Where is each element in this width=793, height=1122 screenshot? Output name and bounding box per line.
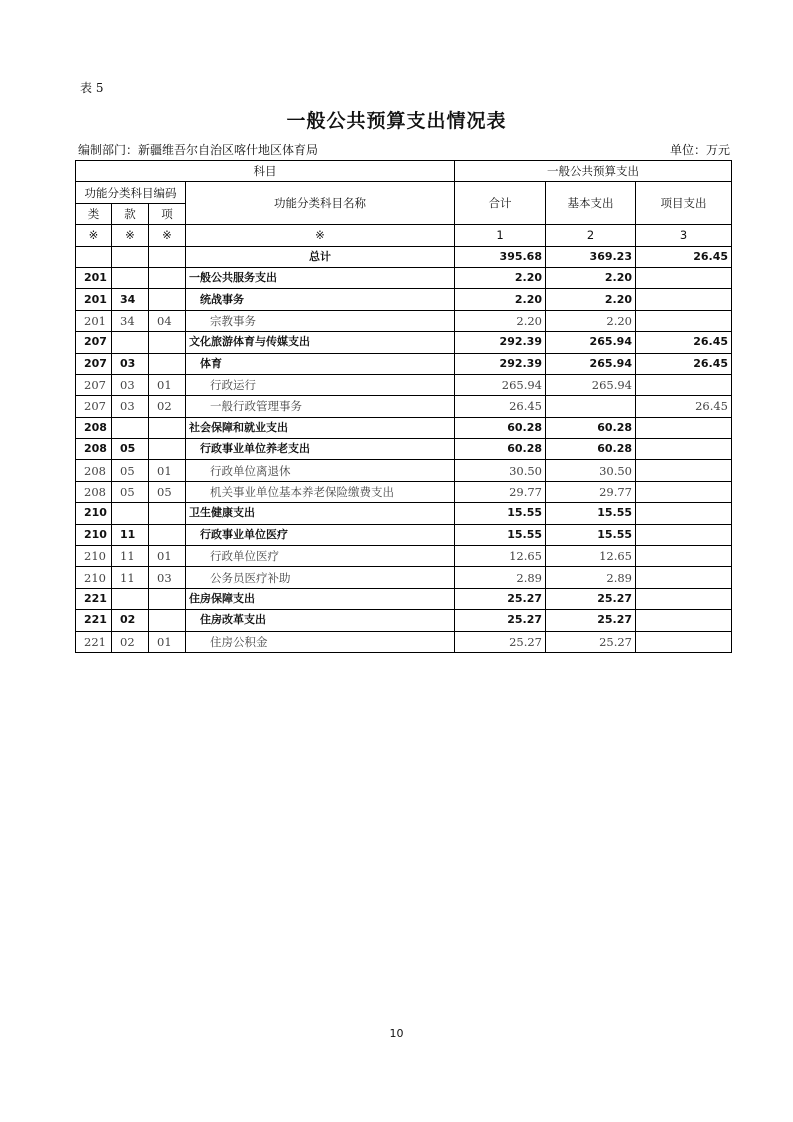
table-row [76, 396, 732, 417]
table-row [76, 524, 732, 545]
subject-name-cell: 住房保障支出 [186, 588, 455, 609]
section-code-cell: 34 [112, 310, 149, 331]
header-total: 合计 [455, 182, 546, 225]
project-amount-cell [636, 610, 732, 631]
total-amount-cell: 292.39 [455, 332, 546, 353]
category-code-cell [76, 246, 112, 267]
item-code-cell [149, 289, 186, 310]
section-code-cell: 05 [112, 460, 149, 481]
project-amount-cell [636, 524, 732, 545]
table-row [76, 460, 732, 481]
total-amount-cell: 292.39 [455, 353, 546, 374]
basic-amount-cell: 29.77 [546, 481, 636, 502]
subject-name-cell: 卫生健康支出 [186, 503, 455, 524]
category-code-cell: 210 [76, 503, 112, 524]
subject-name-cell: 行政单位离退休 [186, 460, 455, 481]
project-amount-cell: 26.45 [636, 332, 732, 353]
subject-name-cell: 一般行政管理事务 [186, 396, 455, 417]
total-amount-cell: 12.65 [455, 546, 546, 567]
mark-cell: ※ [76, 225, 112, 246]
table-row [76, 481, 732, 502]
basic-amount-cell: 15.55 [546, 503, 636, 524]
table-row [76, 546, 732, 567]
total-amount-cell: 26.45 [455, 396, 546, 417]
item-code-cell [149, 246, 186, 267]
item-code-cell [149, 503, 186, 524]
section-code-cell [112, 417, 149, 438]
section-code-cell: 02 [112, 631, 149, 652]
project-amount-cell [636, 588, 732, 609]
basic-amount-cell: 2.20 [546, 267, 636, 288]
basic-amount-cell: 265.94 [546, 353, 636, 374]
column-number-2: 2 [546, 225, 636, 246]
table-row [76, 332, 732, 353]
project-amount-cell [636, 417, 732, 438]
mark-cell: ※ [149, 225, 186, 246]
subject-name-cell: 总计 [186, 246, 455, 267]
table-row [76, 310, 732, 331]
table-label: 表 5 [80, 81, 104, 95]
subject-name-cell: 公务员医疗补助 [186, 567, 455, 588]
project-amount-cell: 26.45 [636, 396, 732, 417]
project-amount-cell [636, 374, 732, 395]
page-title: 一般公共预算支出情况表 [286, 110, 507, 132]
section-code-cell [112, 246, 149, 267]
section-code-cell: 11 [112, 524, 149, 545]
basic-amount-cell: 265.94 [546, 374, 636, 395]
project-amount-cell [636, 439, 732, 460]
item-code-cell [149, 267, 186, 288]
page-number: 10 [389, 1027, 404, 1040]
category-code-cell: 201 [76, 289, 112, 310]
item-code-cell: 03 [149, 567, 186, 588]
subject-name-cell: 行政运行 [186, 374, 455, 395]
table-row [76, 610, 732, 631]
project-amount-cell [636, 481, 732, 502]
total-amount-cell: 15.55 [455, 503, 546, 524]
project-amount-cell [636, 631, 732, 652]
subject-name-cell: 体育 [186, 353, 455, 374]
total-amount-cell: 395.68 [455, 246, 546, 267]
basic-amount-cell: 2.20 [546, 310, 636, 331]
subject-name-cell: 行政事业单位养老支出 [186, 439, 455, 460]
table-row [76, 631, 732, 652]
basic-amount-cell: 60.28 [546, 417, 636, 438]
basic-amount-cell [546, 396, 636, 417]
total-amount-cell: 2.20 [455, 289, 546, 310]
subject-name-cell: 统战事务 [186, 289, 455, 310]
table-row [76, 503, 732, 524]
item-code-cell: 02 [149, 396, 186, 417]
basic-amount-cell: 12.65 [546, 546, 636, 567]
section-code-cell [112, 267, 149, 288]
section-code-cell: 03 [112, 374, 149, 395]
department-label: 编制部门：新疆维吾尔自治区喀什地区体育局 [78, 143, 319, 157]
header-kuan: 款 [112, 203, 149, 224]
section-code-cell [112, 503, 149, 524]
category-code-cell: 221 [76, 610, 112, 631]
total-amount-cell: 30.50 [455, 460, 546, 481]
subject-name-cell: 一般公共服务支出 [186, 267, 455, 288]
subject-name-cell: 住房改革支出 [186, 610, 455, 631]
section-code-cell: 03 [112, 396, 149, 417]
basic-amount-cell: 2.20 [546, 289, 636, 310]
item-code-cell [149, 353, 186, 374]
section-code-cell: 11 [112, 546, 149, 567]
total-amount-cell: 25.27 [455, 631, 546, 652]
subject-name-cell: 行政单位医疗 [186, 546, 455, 567]
category-code-cell: 208 [76, 460, 112, 481]
project-amount-cell [636, 267, 732, 288]
category-code-cell: 210 [76, 524, 112, 545]
subject-name-cell: 文化旅游体育与传媒支出 [186, 332, 455, 353]
basic-amount-cell: 369.23 [546, 246, 636, 267]
table-row [76, 417, 732, 438]
item-code-cell: 01 [149, 631, 186, 652]
total-amount-cell: 2.89 [455, 567, 546, 588]
table-row [76, 374, 732, 395]
header-row-1 [76, 161, 732, 182]
item-code-cell [149, 610, 186, 631]
category-code-cell: 221 [76, 631, 112, 652]
item-code-cell [149, 439, 186, 460]
category-code-cell: 201 [76, 310, 112, 331]
table-row [76, 567, 732, 588]
header-name: 功能分类科目名称 [186, 182, 455, 225]
header-code-group: 功能分类科目编码 [76, 182, 186, 203]
header-budget-group: 一般公共预算支出 [455, 161, 732, 182]
project-amount-cell: 26.45 [636, 353, 732, 374]
total-amount-cell: 2.20 [455, 267, 546, 288]
basic-amount-cell: 30.50 [546, 460, 636, 481]
header-xiang: 项 [149, 203, 186, 224]
subject-name-cell: 宗教事务 [186, 310, 455, 331]
basic-amount-cell: 60.28 [546, 439, 636, 460]
column-number-1: 1 [455, 225, 546, 246]
item-code-cell: 05 [149, 481, 186, 502]
section-code-cell [112, 588, 149, 609]
category-code-cell: 210 [76, 546, 112, 567]
basic-amount-cell: 2.89 [546, 567, 636, 588]
budget-expenditure-table [75, 160, 732, 653]
category-code-cell: 207 [76, 353, 112, 374]
total-amount-cell: 2.20 [455, 310, 546, 331]
subject-name-cell: 机关事业单位基本养老保险缴费支出 [186, 481, 455, 502]
item-code-cell: 01 [149, 460, 186, 481]
project-amount-cell [636, 310, 732, 331]
section-code-cell: 05 [112, 439, 149, 460]
category-code-cell: 221 [76, 588, 112, 609]
category-code-cell: 207 [76, 332, 112, 353]
total-amount-cell: 15.55 [455, 524, 546, 545]
total-amount-cell: 60.28 [455, 417, 546, 438]
header-row-2 [76, 182, 732, 203]
basic-amount-cell: 25.27 [546, 588, 636, 609]
project-amount-cell [636, 567, 732, 588]
project-amount-cell [636, 546, 732, 567]
item-code-cell [149, 588, 186, 609]
column-number-3: 3 [636, 225, 732, 246]
header-basic: 基本支出 [546, 182, 636, 225]
mark-cell: ※ [186, 225, 455, 246]
section-code-cell: 05 [112, 481, 149, 502]
subject-name-cell: 住房公积金 [186, 631, 455, 652]
total-amount-cell: 60.28 [455, 439, 546, 460]
section-code-cell: 02 [112, 610, 149, 631]
category-code-cell: 210 [76, 567, 112, 588]
category-code-cell: 208 [76, 417, 112, 438]
table-row [76, 439, 732, 460]
project-amount-cell [636, 460, 732, 481]
total-amount-cell: 265.94 [455, 374, 546, 395]
section-code-cell: 03 [112, 353, 149, 374]
item-code-cell: 04 [149, 310, 186, 331]
category-code-cell: 208 [76, 481, 112, 502]
total-amount-cell: 25.27 [455, 588, 546, 609]
category-code-cell: 207 [76, 396, 112, 417]
category-code-cell: 208 [76, 439, 112, 460]
basic-amount-cell: 25.27 [546, 631, 636, 652]
item-code-cell [149, 524, 186, 545]
total-row [76, 246, 732, 267]
unit-label: 单位：万元 [669, 143, 730, 157]
mark-cell: ※ [112, 225, 149, 246]
project-amount-cell [636, 289, 732, 310]
item-code-cell [149, 417, 186, 438]
header-subject: 科目 [76, 161, 455, 182]
section-code-cell [112, 332, 149, 353]
table-row [76, 289, 732, 310]
table-row [76, 353, 732, 374]
table-row [76, 267, 732, 288]
basic-amount-cell: 15.55 [546, 524, 636, 545]
basic-amount-cell: 25.27 [546, 610, 636, 631]
subject-name-cell: 社会保障和就业支出 [186, 417, 455, 438]
section-code-cell: 11 [112, 567, 149, 588]
header-lei: 类 [76, 203, 112, 224]
category-code-cell: 201 [76, 267, 112, 288]
item-code-cell [149, 332, 186, 353]
category-code-cell: 207 [76, 374, 112, 395]
project-amount-cell [636, 503, 732, 524]
table-row [76, 588, 732, 609]
basic-amount-cell: 265.94 [546, 332, 636, 353]
header-project: 项目支出 [636, 182, 732, 225]
total-amount-cell: 29.77 [455, 481, 546, 502]
total-amount-cell: 25.27 [455, 610, 546, 631]
project-amount-cell: 26.45 [636, 246, 732, 267]
item-code-cell: 01 [149, 546, 186, 567]
header-row-marks [76, 225, 732, 246]
subject-name-cell: 行政事业单位医疗 [186, 524, 455, 545]
section-code-cell: 34 [112, 289, 149, 310]
item-code-cell: 01 [149, 374, 186, 395]
